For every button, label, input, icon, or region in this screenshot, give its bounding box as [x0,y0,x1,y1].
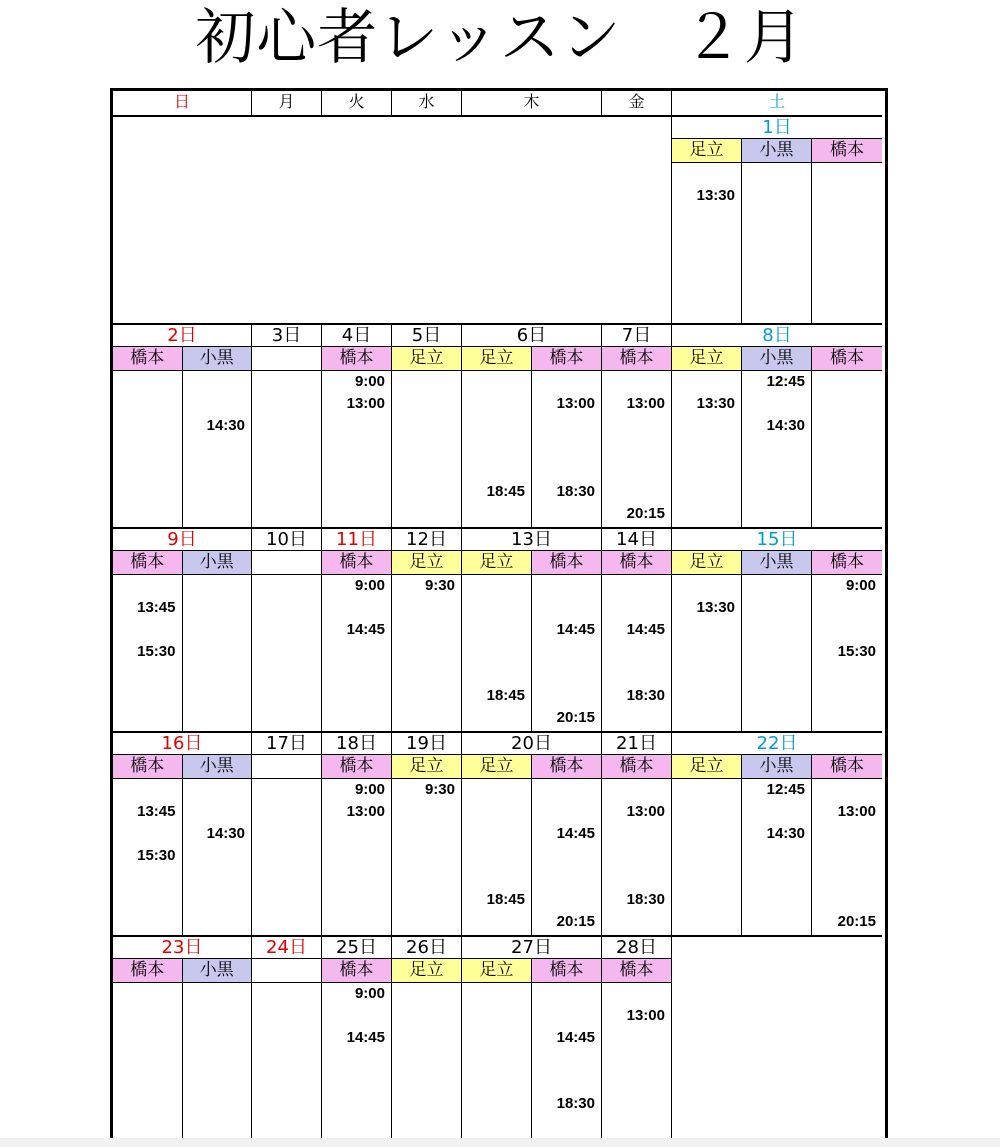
teacher-label: 足立 [462,959,532,983]
lesson-time: 13:30 [696,187,735,204]
lesson-slot[interactable] [742,575,812,731]
lesson-time: 13:00 [346,803,385,820]
lesson-slot[interactable] [602,983,672,1139]
teacher-label: 橋本 [812,551,882,575]
date-cell[interactable]: 24日 [252,935,322,959]
date-cell[interactable]: 21日 [602,731,672,755]
date-cell[interactable]: 26日 [392,935,462,959]
date-cell[interactable]: 28日 [602,935,672,959]
weekday-header-6: 土 [672,91,882,117]
lesson-slot[interactable] [183,779,253,935]
lesson-slot[interactable] [742,163,812,323]
calendar-grid [110,88,888,1142]
teacher-label: 橋本 [113,755,183,779]
date-cell[interactable]: 7日 [602,323,672,347]
lesson-slot[interactable] [392,983,462,1139]
teacher-label: 橋本 [812,347,882,371]
footer-band [0,1138,1000,1147]
teacher-label: 橋本 [812,139,882,163]
lesson-time: 18:30 [626,687,665,704]
lesson-slot[interactable] [532,371,602,527]
lesson-time: 13:00 [837,803,876,820]
weekday-header-3: 水 [392,91,462,117]
date-cell[interactable]: 20日 [462,731,602,755]
lesson-slot[interactable] [672,371,742,527]
lesson-time: 14:45 [346,1029,385,1046]
lesson-time: 14:30 [206,825,245,842]
empty-cell [672,935,882,1139]
date-cell[interactable]: 10日 [252,527,322,551]
teacher-label: 橋本 [113,959,183,983]
lesson-time: 9:00 [354,577,385,594]
lesson-slot[interactable] [392,575,462,731]
date-cell[interactable]: 6日 [462,323,602,347]
lesson-slot[interactable] [812,371,882,527]
teacher-label: 足立 [462,347,532,371]
weekday-header-2: 火 [322,91,392,117]
teacher-label: 橋本 [532,755,602,779]
teacher-label: 橋本 [532,551,602,575]
lesson-slot[interactable] [742,371,812,527]
lesson-slot[interactable] [602,371,672,527]
teacher-label: 橋本 [602,347,672,371]
teacher-label: 橋本 [532,959,602,983]
teacher-label [252,551,322,575]
lesson-slot[interactable] [113,983,183,1139]
lesson-slot[interactable] [462,371,532,527]
date-cell[interactable]: 1日 [672,117,882,139]
lesson-slot[interactable] [322,575,392,731]
lesson-slot[interactable] [812,575,882,731]
date-cell[interactable]: 13日 [462,527,602,551]
lesson-time: 18:45 [486,891,525,908]
teacher-label: 小黒 [183,347,253,371]
lesson-slot[interactable] [252,983,322,1139]
date-cell[interactable]: 15日 [672,527,882,551]
teacher-label: 橋本 [602,551,672,575]
lesson-time: 18:30 [626,891,665,908]
teacher-label: 小黒 [742,139,812,163]
date-cell[interactable]: 2日 [113,323,252,347]
teacher-label: 橋本 [322,755,392,779]
lesson-time: 9:00 [845,577,876,594]
teacher-label: 足立 [462,551,532,575]
lesson-slot[interactable] [602,779,672,935]
lesson-time: 14:45 [626,621,665,638]
date-cell[interactable]: 8日 [672,323,882,347]
lesson-time: 14:45 [346,621,385,638]
teacher-label: 小黒 [183,959,253,983]
lesson-time: 14:30 [766,825,805,842]
date-cell[interactable]: 11日 [322,527,392,551]
lesson-slot[interactable] [113,779,183,935]
lesson-time: 13:00 [626,1007,665,1024]
lesson-time: 13:00 [626,803,665,820]
lesson-time: 13:30 [696,395,735,412]
empty-cell [113,117,672,323]
lesson-time: 13:00 [346,395,385,412]
lesson-time: 13:45 [137,599,176,616]
lesson-time: 15:30 [137,847,176,864]
lesson-slot[interactable] [602,575,672,731]
lesson-time: 14:45 [556,1029,595,1046]
lesson-slot[interactable] [672,779,742,935]
teacher-label [252,755,322,779]
lesson-slot[interactable] [672,163,742,323]
date-cell[interactable]: 17日 [252,731,322,755]
lesson-time: 9:00 [354,373,385,390]
lesson-time: 20:15 [556,913,595,930]
date-cell[interactable]: 27日 [462,935,602,959]
teacher-label: 足立 [462,755,532,779]
lesson-time: 13:00 [626,395,665,412]
lesson-slot[interactable] [672,575,742,731]
teacher-label: 小黒 [183,551,253,575]
page-title: 初心者レッスン ２月 [195,3,805,73]
weekday-header-4: 木 [462,91,602,117]
teacher-label [252,959,322,983]
lesson-slot[interactable] [742,779,812,935]
lesson-time: 9:00 [354,985,385,1002]
date-cell[interactable]: 4日 [322,323,392,347]
teacher-label: 橋本 [602,959,672,983]
lesson-slot[interactable] [532,779,602,935]
date-cell[interactable]: 14日 [602,527,672,551]
teacher-label: 橋本 [113,551,183,575]
lesson-slot[interactable] [322,983,392,1139]
lesson-slot[interactable] [252,371,322,527]
date-cell[interactable]: 23日 [113,935,252,959]
lesson-slot[interactable] [532,983,602,1139]
teacher-label: 足立 [672,139,742,163]
lesson-time: 12:45 [766,373,805,390]
lesson-time: 18:45 [486,483,525,500]
teacher-label: 橋本 [532,347,602,371]
lesson-time: 9:30 [424,781,455,798]
date-cell[interactable]: 12日 [392,527,462,551]
date-cell[interactable]: 5日 [392,323,462,347]
date-cell[interactable]: 19日 [392,731,462,755]
date-cell[interactable]: 16日 [113,731,252,755]
teacher-label: 橋本 [113,347,183,371]
lesson-time: 9:00 [354,781,385,798]
lesson-time: 14:45 [556,621,595,638]
lesson-time: 14:30 [766,417,805,434]
lesson-time: 20:15 [626,505,665,522]
teacher-label: 足立 [672,551,742,575]
teacher-label: 橋本 [322,347,392,371]
weekday-header-5: 金 [602,91,672,117]
teacher-label: 橋本 [602,755,672,779]
lesson-time: 15:30 [837,643,876,660]
lesson-time: 14:30 [206,417,245,434]
lesson-slot[interactable] [812,779,882,935]
weekday-header-0: 日 [113,91,252,117]
lesson-slot[interactable] [252,575,322,731]
lesson-time: 18:45 [486,687,525,704]
date-cell[interactable]: 9日 [113,527,252,551]
lesson-slot[interactable] [462,779,532,935]
teacher-label: 橋本 [812,755,882,779]
date-cell[interactable]: 3日 [252,323,322,347]
teacher-label: 小黒 [742,755,812,779]
lesson-slot[interactable] [113,575,183,731]
lesson-slot[interactable] [183,575,253,731]
teacher-label: 足立 [392,551,462,575]
lesson-time: 9:30 [424,577,455,594]
teacher-label: 小黒 [742,347,812,371]
lesson-time: 14:45 [556,825,595,842]
lesson-time: 13:30 [696,599,735,616]
lesson-slot[interactable] [532,575,602,731]
date-cell[interactable]: 22日 [672,731,882,755]
teacher-label: 足立 [392,959,462,983]
teacher-label: 橋本 [322,959,392,983]
lesson-slot[interactable] [113,371,183,527]
teacher-label: 足立 [392,755,462,779]
lesson-slot[interactable] [322,779,392,935]
teacher-label: 足立 [672,755,742,779]
lesson-slot[interactable] [183,371,253,527]
lesson-slot[interactable] [392,371,462,527]
teacher-label: 足立 [392,347,462,371]
lesson-slot[interactable] [462,575,532,731]
lesson-time: 13:00 [556,395,595,412]
teacher-label: 小黒 [742,551,812,575]
teacher-label [252,347,322,371]
lesson-time: 20:15 [556,709,595,726]
lesson-slot[interactable] [462,983,532,1139]
lesson-time: 12:45 [766,781,805,798]
lesson-time: 18:30 [556,483,595,500]
date-cell[interactable]: 18日 [322,731,392,755]
lesson-time: 15:30 [137,643,176,660]
lesson-slot[interactable] [392,779,462,935]
date-cell[interactable]: 25日 [322,935,392,959]
lesson-slot[interactable] [183,983,253,1139]
lesson-slot[interactable] [252,779,322,935]
teacher-label: 橋本 [322,551,392,575]
lesson-time: 13:45 [137,803,176,820]
lesson-time: 18:30 [556,1095,595,1112]
teacher-label: 小黒 [183,755,253,779]
lesson-time: 20:15 [837,913,876,930]
lesson-slot[interactable] [812,163,882,323]
teacher-label: 足立 [672,347,742,371]
lesson-slot[interactable] [322,371,392,527]
weekday-header-1: 月 [252,91,322,117]
